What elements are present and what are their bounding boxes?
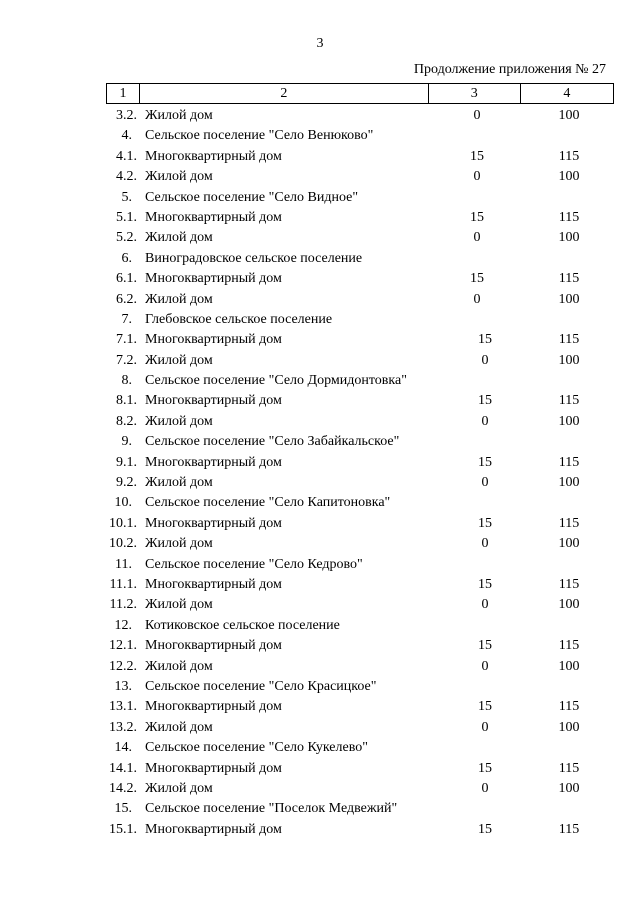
table-row bbox=[0, 208, 640, 228]
row-number: 4.1. bbox=[116, 148, 137, 164]
row-number: 13.1. bbox=[109, 699, 137, 715]
value-col-3: 15 bbox=[478, 760, 492, 776]
page-number: 3 bbox=[316, 36, 324, 51]
value-col-4: 100 bbox=[558, 536, 580, 552]
table-row bbox=[0, 595, 640, 615]
value-col-4: 115 bbox=[558, 271, 580, 287]
building-type: Многоквартирный дом bbox=[145, 393, 282, 409]
section-row bbox=[0, 310, 640, 330]
section-row bbox=[0, 616, 640, 636]
building-type: Жилой дом bbox=[145, 413, 213, 429]
row-number: 14.2. bbox=[109, 780, 137, 796]
row-number: 12. bbox=[114, 617, 132, 633]
building-type: Многоквартирный дом bbox=[145, 454, 282, 470]
value-col-3: 0 bbox=[481, 780, 489, 796]
table-row bbox=[0, 575, 640, 595]
settlement-name: Котиковское сельское поселение bbox=[145, 617, 340, 633]
row-number: 12.1. bbox=[109, 638, 137, 654]
building-type: Жилой дом bbox=[145, 108, 213, 123]
building-type: Жилой дом bbox=[145, 352, 213, 368]
row-number: 15.1. bbox=[109, 821, 137, 837]
row-number: 6.1. bbox=[116, 271, 137, 287]
building-type: Многоквартирный дом bbox=[145, 638, 282, 654]
header-col-1: 1 bbox=[107, 84, 140, 104]
settlement-name: Сельское поселение "Поселок Медвежий" bbox=[145, 801, 398, 817]
value-col-4: 115 bbox=[558, 332, 580, 348]
table-row bbox=[0, 779, 640, 799]
value-col-3: 0 bbox=[481, 536, 489, 552]
value-col-4: 100 bbox=[558, 597, 580, 613]
value-col-3: 15 bbox=[478, 821, 492, 837]
section-row bbox=[0, 371, 640, 391]
settlement-name: Сельское поселение "Село Кедрово" bbox=[145, 556, 363, 572]
value-col-3: 0 bbox=[481, 413, 489, 429]
value-col-3: 0 bbox=[481, 719, 489, 735]
value-col-4: 115 bbox=[558, 638, 580, 654]
section-row bbox=[0, 249, 640, 269]
building-type: Многоквартирный дом bbox=[145, 515, 282, 531]
value-col-3: 15 bbox=[478, 332, 492, 348]
row-number: 9.1. bbox=[116, 454, 137, 470]
header-row bbox=[107, 84, 614, 104]
row-number: 10. bbox=[114, 495, 132, 511]
row-number: 14. bbox=[114, 740, 132, 756]
building-type: Многоквартирный дом bbox=[145, 760, 282, 776]
value-col-3: 0 bbox=[473, 108, 481, 123]
value-col-3: 0 bbox=[473, 291, 481, 307]
value-col-4: 115 bbox=[558, 209, 580, 225]
value-col-4: 100 bbox=[558, 291, 580, 307]
value-col-4: 100 bbox=[558, 108, 580, 123]
table-row bbox=[0, 759, 640, 779]
section-row bbox=[0, 432, 640, 452]
row-number: 15. bbox=[114, 801, 132, 817]
header-col-3: 3 bbox=[428, 84, 520, 104]
row-number: 11.2. bbox=[109, 597, 137, 613]
value-col-3: 15 bbox=[478, 576, 492, 592]
table-row bbox=[0, 453, 640, 473]
value-col-4: 115 bbox=[558, 821, 580, 837]
section-row bbox=[0, 677, 640, 697]
value-col-4: 100 bbox=[558, 658, 580, 674]
settlement-name: Сельское поселение "Село Капитоновка" bbox=[145, 495, 391, 511]
value-col-4: 100 bbox=[558, 413, 580, 429]
row-number: 7.1. bbox=[116, 332, 137, 348]
building-type: Жилой дом bbox=[145, 658, 213, 674]
settlement-name: Сельское поселение "Село Венюково" bbox=[145, 128, 374, 144]
row-number: 4.2. bbox=[116, 169, 137, 185]
table-row bbox=[0, 473, 640, 493]
value-col-3: 15 bbox=[478, 699, 492, 715]
building-type: Многоквартирный дом bbox=[145, 821, 282, 837]
header-col-4: 4 bbox=[520, 84, 613, 104]
section-row bbox=[0, 738, 640, 758]
value-col-3: 0 bbox=[481, 352, 489, 368]
settlement-name: Виноградовское сельское поселение bbox=[145, 250, 363, 266]
value-col-4: 100 bbox=[558, 719, 580, 735]
value-col-4: 115 bbox=[558, 760, 580, 776]
value-col-3: 15 bbox=[478, 393, 492, 409]
value-col-3: 0 bbox=[481, 658, 489, 674]
row-number: 5.1. bbox=[116, 209, 137, 225]
section-row bbox=[0, 126, 640, 146]
row-number: 6.2. bbox=[116, 291, 137, 307]
value-col-4: 115 bbox=[558, 699, 580, 715]
settlement-name: Сельское поселение "Село Кукелево" bbox=[145, 740, 368, 756]
row-number: 3.2. bbox=[116, 108, 137, 123]
building-type: Многоквартирный дом bbox=[145, 699, 282, 715]
table-header bbox=[106, 83, 614, 104]
table-body bbox=[0, 106, 640, 840]
row-number: 5.2. bbox=[116, 230, 137, 246]
row-number: 8.1. bbox=[116, 393, 137, 409]
table-row bbox=[0, 820, 640, 840]
value-col-3: 0 bbox=[481, 475, 489, 491]
row-number: 10.1. bbox=[109, 515, 137, 531]
building-type: Жилой дом bbox=[145, 536, 213, 552]
row-number: 9.2. bbox=[116, 475, 137, 491]
appendix-continuation-label: Продолжение приложения № 27 bbox=[413, 62, 606, 77]
building-type: Многоквартирный дом bbox=[145, 332, 282, 348]
table-row bbox=[0, 391, 640, 411]
settlement-name: Сельское поселение "Село Забайкальское" bbox=[145, 434, 400, 450]
table-row bbox=[0, 636, 640, 656]
table-row bbox=[0, 106, 640, 126]
value-col-4: 100 bbox=[558, 352, 580, 368]
row-number: 11. bbox=[115, 556, 132, 572]
table-row bbox=[0, 534, 640, 554]
building-type: Жилой дом bbox=[145, 230, 213, 246]
building-type: Многоквартирный дом bbox=[145, 271, 282, 287]
row-number: 8. bbox=[121, 373, 132, 389]
value-col-3: 15 bbox=[478, 638, 492, 654]
table-row bbox=[0, 351, 640, 371]
table-row bbox=[0, 269, 640, 289]
section-row bbox=[0, 493, 640, 513]
building-type: Жилой дом bbox=[145, 291, 213, 307]
value-col-3: 15 bbox=[470, 271, 484, 287]
value-col-4: 100 bbox=[558, 230, 580, 246]
building-type: Жилой дом bbox=[145, 597, 213, 613]
table-row bbox=[0, 514, 640, 534]
table-row bbox=[0, 330, 640, 350]
value-col-3: 15 bbox=[470, 148, 484, 164]
table-row bbox=[0, 412, 640, 432]
settlement-name: Сельское поселение "Село Красицкое" bbox=[145, 678, 377, 694]
section-row bbox=[0, 555, 640, 575]
row-number: 7. bbox=[121, 311, 132, 327]
value-col-4: 115 bbox=[558, 515, 580, 531]
row-number: 9. bbox=[121, 434, 132, 450]
settlement-name: Сельское поселение "Село Дормидонтовка" bbox=[145, 373, 407, 389]
row-number: 6. bbox=[121, 250, 132, 266]
row-number: 5. bbox=[121, 189, 132, 205]
table-row bbox=[0, 290, 640, 310]
value-col-3: 0 bbox=[473, 230, 481, 246]
value-col-3: 15 bbox=[478, 454, 492, 470]
building-type: Многоквартирный дом bbox=[145, 148, 282, 164]
row-number: 4. bbox=[121, 128, 132, 144]
row-number: 8.2. bbox=[116, 413, 137, 429]
table-row bbox=[0, 657, 640, 677]
settlement-name: Сельское поселение "Село Видное" bbox=[145, 189, 359, 205]
row-number: 13.2. bbox=[109, 719, 137, 735]
header-col-2: 2 bbox=[140, 84, 429, 104]
building-type: Многоквартирный дом bbox=[145, 209, 282, 225]
value-col-3: 0 bbox=[473, 169, 481, 185]
building-type: Жилой дом bbox=[145, 780, 213, 796]
row-number: 14.1. bbox=[109, 760, 137, 776]
section-row bbox=[0, 799, 640, 819]
row-number: 7.2. bbox=[116, 352, 137, 368]
value-col-3: 15 bbox=[478, 515, 492, 531]
settlement-name: Глебовское сельское поселение bbox=[145, 311, 333, 327]
building-type: Многоквартирный дом bbox=[145, 576, 282, 592]
value-col-4: 115 bbox=[558, 454, 580, 470]
row-number: 10.2. bbox=[109, 536, 137, 552]
row-number: 11.1. bbox=[109, 576, 137, 592]
value-col-3: 15 bbox=[470, 209, 484, 225]
table-row bbox=[0, 228, 640, 248]
value-col-4: 115 bbox=[558, 576, 580, 592]
value-col-4: 100 bbox=[558, 475, 580, 491]
row-number: 12.2. bbox=[109, 658, 137, 674]
table-row bbox=[0, 697, 640, 717]
row-number: 13. bbox=[114, 678, 132, 694]
table-row bbox=[0, 167, 640, 187]
value-col-3: 0 bbox=[481, 597, 489, 613]
building-type: Жилой дом bbox=[145, 719, 213, 735]
building-type: Жилой дом bbox=[145, 169, 213, 185]
table-row bbox=[0, 147, 640, 167]
building-type: Жилой дом bbox=[145, 475, 213, 491]
value-col-4: 115 bbox=[558, 148, 580, 164]
value-col-4: 115 bbox=[558, 393, 580, 409]
value-col-4: 100 bbox=[558, 780, 580, 796]
section-row bbox=[0, 188, 640, 208]
value-col-4: 100 bbox=[558, 169, 580, 185]
table-row bbox=[0, 718, 640, 738]
